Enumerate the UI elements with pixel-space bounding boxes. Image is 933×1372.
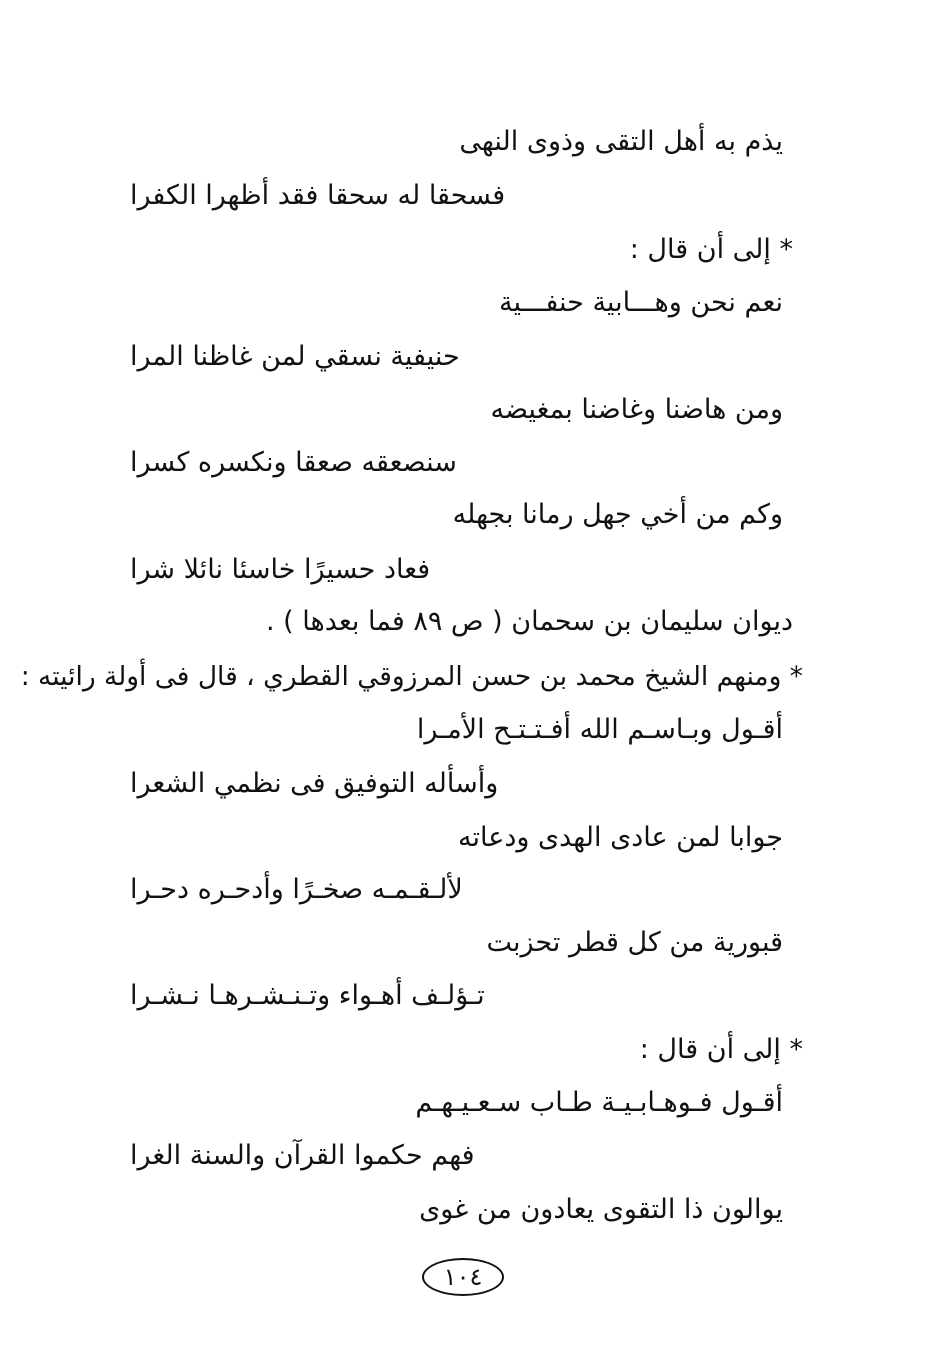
verse-line: يذم به أهل التقى وذوى النهى: [459, 126, 783, 157]
verse-line: حنيفية نسقي لمن غاظنا المرا: [130, 341, 460, 372]
verse-line: قبورية من كل قطر تحزبت: [486, 927, 783, 958]
verse-line: فسحقا له سحقا فقد أظهرا الكفرا: [130, 180, 506, 211]
page-number: ١٠٤: [422, 1258, 504, 1296]
verse-line: جوابا لمن عادى الهدى ودعاته: [458, 822, 783, 853]
verse-line: يوالون ذا التقوى يعادون من غوى: [419, 1194, 783, 1225]
prose-line: * إلى أن قال :: [639, 1034, 803, 1065]
verse-line: فهم حكموا القرآن والسنة الغرا: [130, 1140, 475, 1171]
verse-line: وكم من أخي جهل رمانا بجهله: [452, 499, 783, 530]
verse-line: نعم نحن وهـــابية حنفـــية: [499, 287, 783, 318]
verse-line: أقـول وبـاسـم الله أفـتـتـح الأمـرا: [416, 714, 783, 745]
prose-line: ديوان سليمان بن سحمان ( ص ٨٩ فما بعدها ) .: [265, 606, 793, 637]
prose-line: * إلى أن قال :: [629, 234, 793, 265]
verse-line: أقـول فـوهـابـيـة طـاب سـعـيـهـم: [415, 1087, 783, 1118]
prose-line: * ومنهم الشيخ محمد بن حسن المرزوقي القطري ، قال فى أولة رائيته :: [20, 661, 803, 692]
verse-line: ومن هاضنا وغاضنا بمغيضه: [490, 394, 783, 425]
verse-line: لألـقـمـه صخـرًا وأدحـره دحـرا: [130, 874, 463, 905]
verse-line: فعاد حسيرًا خاسئا نائلا شرا: [130, 554, 431, 585]
verse-line: تـؤلـف أهـواء وتـنـشـرهـا نـشـرا: [130, 980, 485, 1011]
verse-line: سنصعقه صعقا ونكسره كسرا: [130, 447, 457, 478]
verse-line: وأسأله التوفيق فى نظمي الشعرا: [130, 768, 499, 799]
